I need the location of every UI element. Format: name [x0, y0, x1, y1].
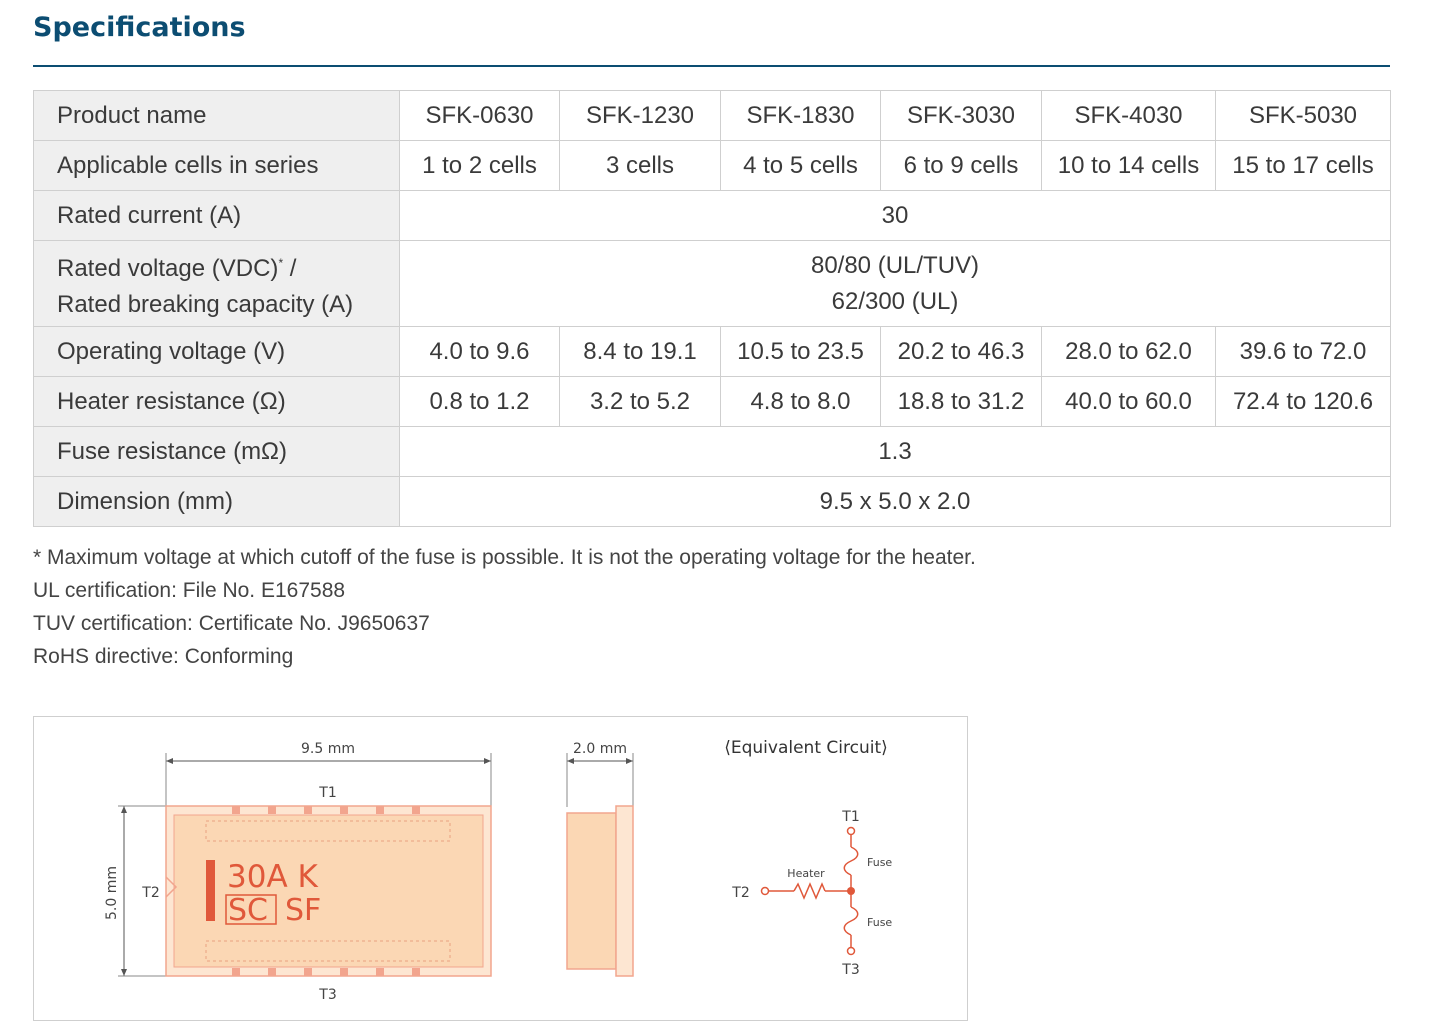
- circuit-heater-label: Heater: [787, 867, 825, 880]
- specifications-table: [33, 90, 1391, 527]
- table-cell: 40.0 to 60.0: [1042, 377, 1216, 427]
- table-cell: 20.2 to 46.3: [881, 327, 1042, 377]
- product-cell: SFK-5030: [1216, 91, 1391, 141]
- table-cell: 1.3: [400, 427, 1391, 477]
- row-label: Rated current (A): [34, 191, 400, 241]
- table-cell: 10.5 to 23.5: [721, 327, 881, 377]
- row-label: Applicable cells in series: [34, 141, 400, 191]
- row-label: [34, 241, 400, 327]
- marking-sf: SF: [285, 893, 322, 928]
- footnote-mark: *: [278, 255, 284, 270]
- table-cell: 39.6 to 72.0: [1216, 327, 1391, 377]
- ul-certification: UL certification: File No. E167588: [33, 579, 346, 602]
- table-row-rated-current: [34, 191, 1391, 241]
- table-cell: 8.4 to 19.1: [560, 327, 721, 377]
- diagram-drawing: [34, 717, 967, 1020]
- circuit-fuse-label-lower: Fuse: [867, 916, 893, 929]
- row-label: Product name: [34, 91, 400, 141]
- table-row-operating-voltage: [34, 327, 1391, 377]
- page-title: Specifications: [33, 12, 246, 43]
- table-cell: 6 to 9 cells: [881, 141, 1042, 191]
- table-cell: 1 to 2 cells: [400, 141, 560, 191]
- circuit-t2-label: T2: [732, 885, 750, 901]
- table-cell: 30: [400, 191, 1391, 241]
- table-cell: 3 cells: [560, 141, 721, 191]
- row-label: Dimension (mm): [34, 477, 400, 527]
- breaking-capacity-label: Rated breaking capacity (A): [57, 290, 354, 318]
- table-cell: 3.2 to 5.2: [560, 377, 721, 427]
- title-divider: [33, 65, 1390, 67]
- width-dimension-label: 9.5 mm: [301, 741, 355, 757]
- label-slash: /: [283, 254, 297, 282]
- table-cell: 15 to 17 cells: [1216, 141, 1391, 191]
- t3-label-top: T3: [319, 987, 337, 1003]
- product-cell: SFK-0630: [400, 91, 560, 141]
- product-cell: SFK-4030: [1042, 91, 1216, 141]
- table-cell: 9.5 x 5.0 x 2.0: [400, 477, 1391, 527]
- tuv-certification: TUV certification: Certificate No. J9650637: [33, 612, 430, 635]
- table-row-dimension: [34, 477, 1391, 527]
- table-cell: 4.8 to 8.0: [721, 377, 881, 427]
- thickness-dimension-label: 2.0 mm: [573, 741, 627, 757]
- row-label: Fuse resistance (mΩ): [34, 427, 400, 477]
- circuit-t1-label: T1: [842, 809, 860, 825]
- table-cell: 10 to 14 cells: [1042, 141, 1216, 191]
- t1-label-top: T1: [319, 785, 337, 801]
- table-row-fuse-resistance: [34, 427, 1391, 477]
- polarity-bar: [206, 860, 215, 921]
- table-cell: 0.8 to 1.2: [400, 377, 560, 427]
- table-row-rated-voltage: [34, 241, 1391, 327]
- table-cell: 18.8 to 31.2: [881, 377, 1042, 427]
- table-cell: [400, 241, 1391, 327]
- circuit-fuse-label-upper: Fuse: [867, 856, 893, 869]
- rated-voltage-value: 80/80 (UL/TUV): [810, 251, 980, 279]
- circuit-t3-label: T3: [842, 962, 860, 978]
- footnote-voltage: * Maximum voltage at which cutoff of the fuse is possible. It is not the operating voltage for the heater.: [33, 546, 976, 569]
- row-label: Operating voltage (V): [34, 327, 400, 377]
- circuit-title: ⟨Equivalent Circuit⟩: [724, 738, 888, 758]
- circuit-wiring: [762, 828, 858, 955]
- table-row-product-name: [34, 91, 1391, 141]
- product-cell: SFK-1230: [560, 91, 721, 141]
- table-cell: 28.0 to 62.0: [1042, 327, 1216, 377]
- row-label: Heater resistance (Ω): [34, 377, 400, 427]
- table-row-cells: [34, 141, 1391, 191]
- rohs-directive: RoHS directive: Conforming: [33, 645, 294, 668]
- dimension-diagram: [33, 716, 968, 1021]
- product-cell: SFK-1830: [721, 91, 881, 141]
- side-view-terminal: [616, 806, 633, 976]
- table-row-heater-resistance: [34, 377, 1391, 427]
- side-view-body: [567, 813, 616, 969]
- marking-sc: SC: [228, 893, 268, 928]
- rated-voltage-label: Rated voltage (VDC): [57, 254, 279, 282]
- marking-current: 30A K: [227, 859, 318, 895]
- circuit-junction: [847, 887, 855, 895]
- table-cell: 72.4 to 120.6: [1216, 377, 1391, 427]
- table-cell: 4 to 5 cells: [721, 141, 881, 191]
- breaking-capacity-value: 62/300 (UL): [831, 287, 959, 315]
- t2-label-top: T2: [142, 885, 160, 901]
- product-cell: SFK-3030: [881, 91, 1042, 141]
- footnotes: [33, 541, 976, 673]
- table-cell: 4.0 to 9.6: [400, 327, 560, 377]
- height-dimension-label: 5.0 mm: [104, 866, 120, 920]
